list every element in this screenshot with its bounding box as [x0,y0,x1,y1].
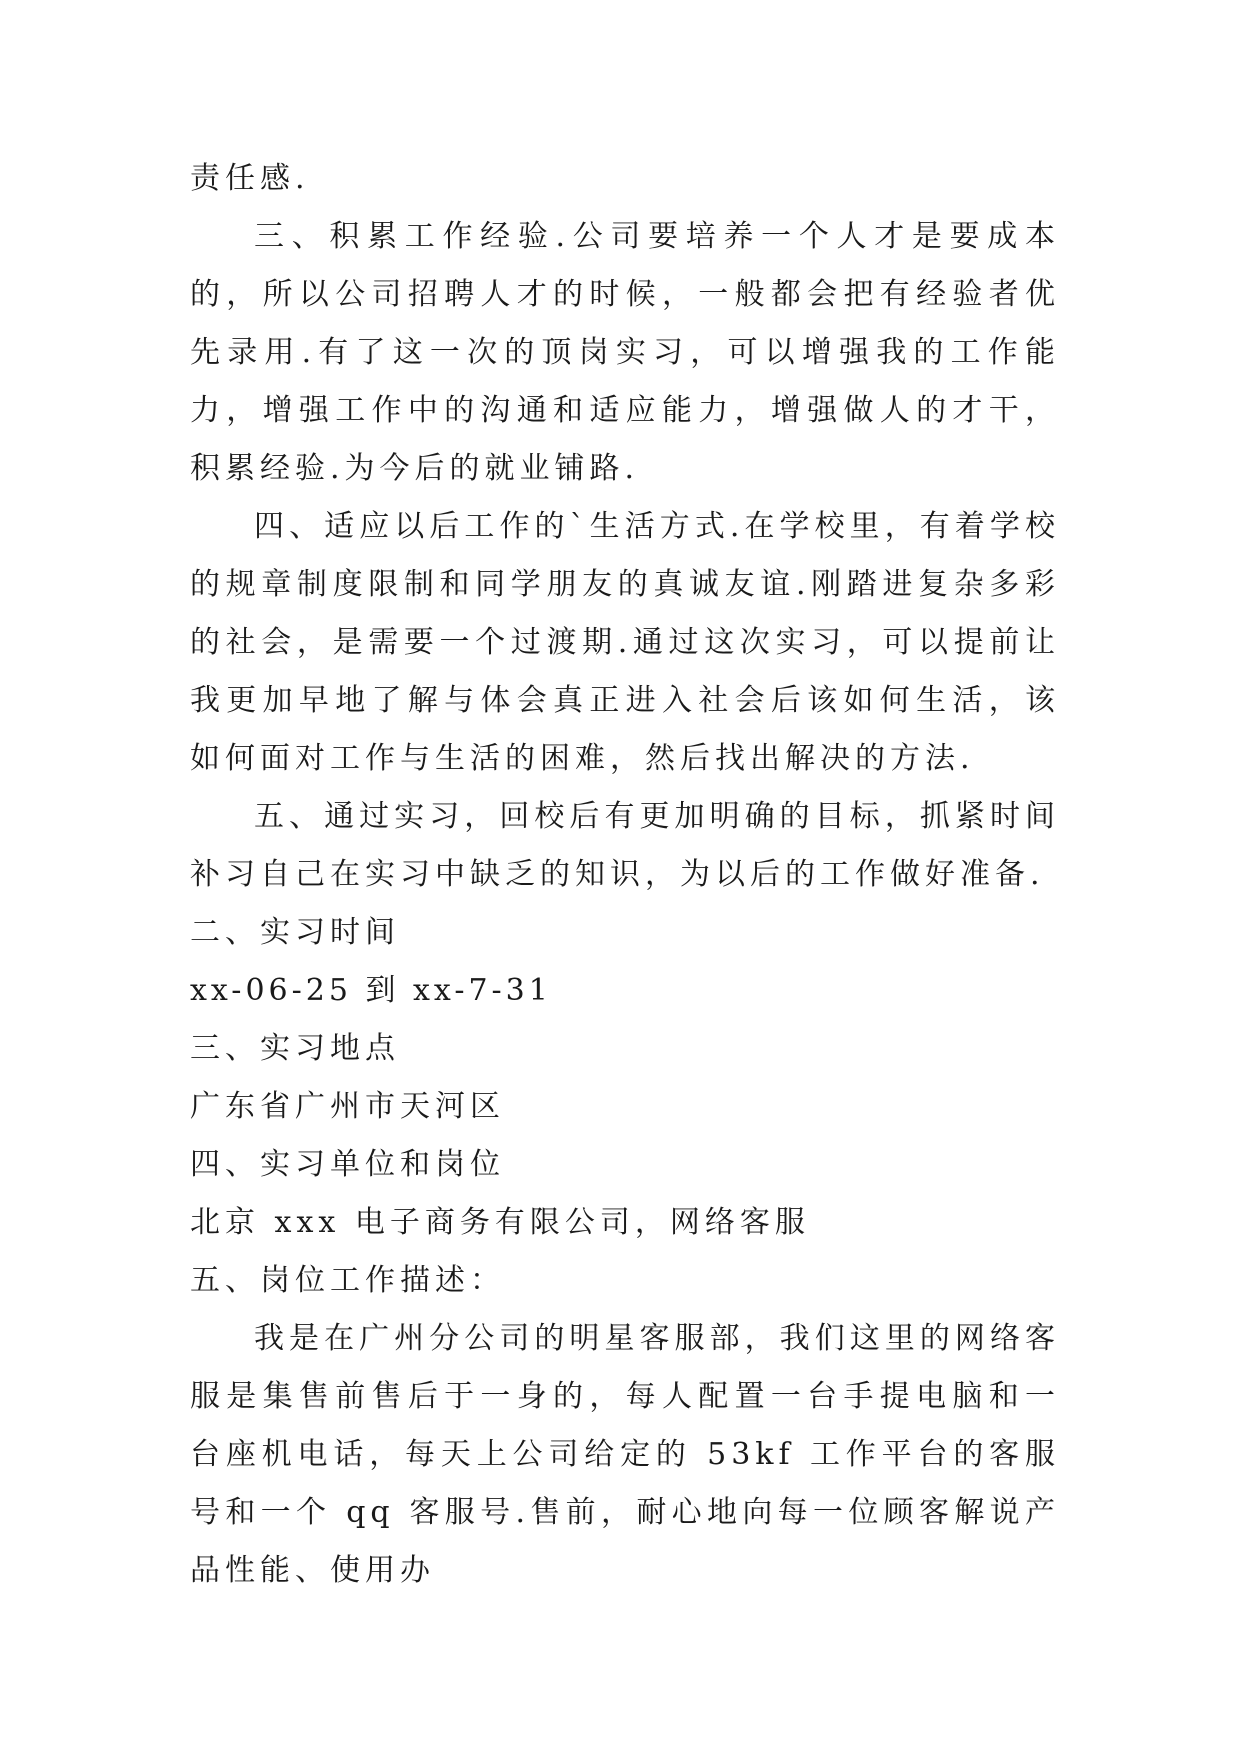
company-position: 北京 xxx 电子商务有限公司，网络客服 [190,1205,810,1240]
heading-internship-time: 二、实习时间 [190,915,400,950]
paragraph-lifestyle: 四、适应以后工作的`生活方式.在学校里，有着学校的规章制度限制和同学朋友的真诚友谊.刚踏进复杂多彩的社会，是需要一个过渡期.通过这次实习，可以提前让我更加早地了解与体会真正进入社会后该如何生活，该如何面对工作与生活的困难，然后找出解决的方法. [190,509,1060,776]
paragraph-job-description: 我是在广州分公司的明星客服部，我们这里的网络客服是集售前售后于一身的，每人配置一台手提电脑和一台座机电话，每天上公司给定的 53kf 工作平台的客服号和一个 qq 客服号.售前，耐心地向每一位顾客解说产品性能、使用办 [190,1321,1060,1588]
paragraph-goals: 五、通过实习，回校后有更加明确的目标，抓紧时间补习自己在实习中缺乏的知识，为以后的工作做好准备. [190,799,1060,892]
internship-location: 广东省广州市天河区 [190,1089,505,1124]
heading-internship-location: 三、实习地点 [190,1031,400,1066]
heading-job-description: 五、岗位工作描述： [190,1263,505,1298]
paragraph-work-experience: 三、积累工作经验.公司要培养一个人才是要成本的，所以公司招聘人才的时候，一般都会把有经验者优先录用.有了这一次的顶岗实习，可以增强我的工作能力，增强工作中的沟通和适应能力，增强做人的才干，积累经验.为今后的就业铺路. [190,219,1060,486]
document-body [190,150,1060,1600]
internship-dates: xx-06-25 到 xx-7-31 [190,973,552,1008]
paragraph-continuation: 责任感. [190,161,310,196]
heading-company-position: 四、实习单位和岗位 [190,1147,505,1182]
